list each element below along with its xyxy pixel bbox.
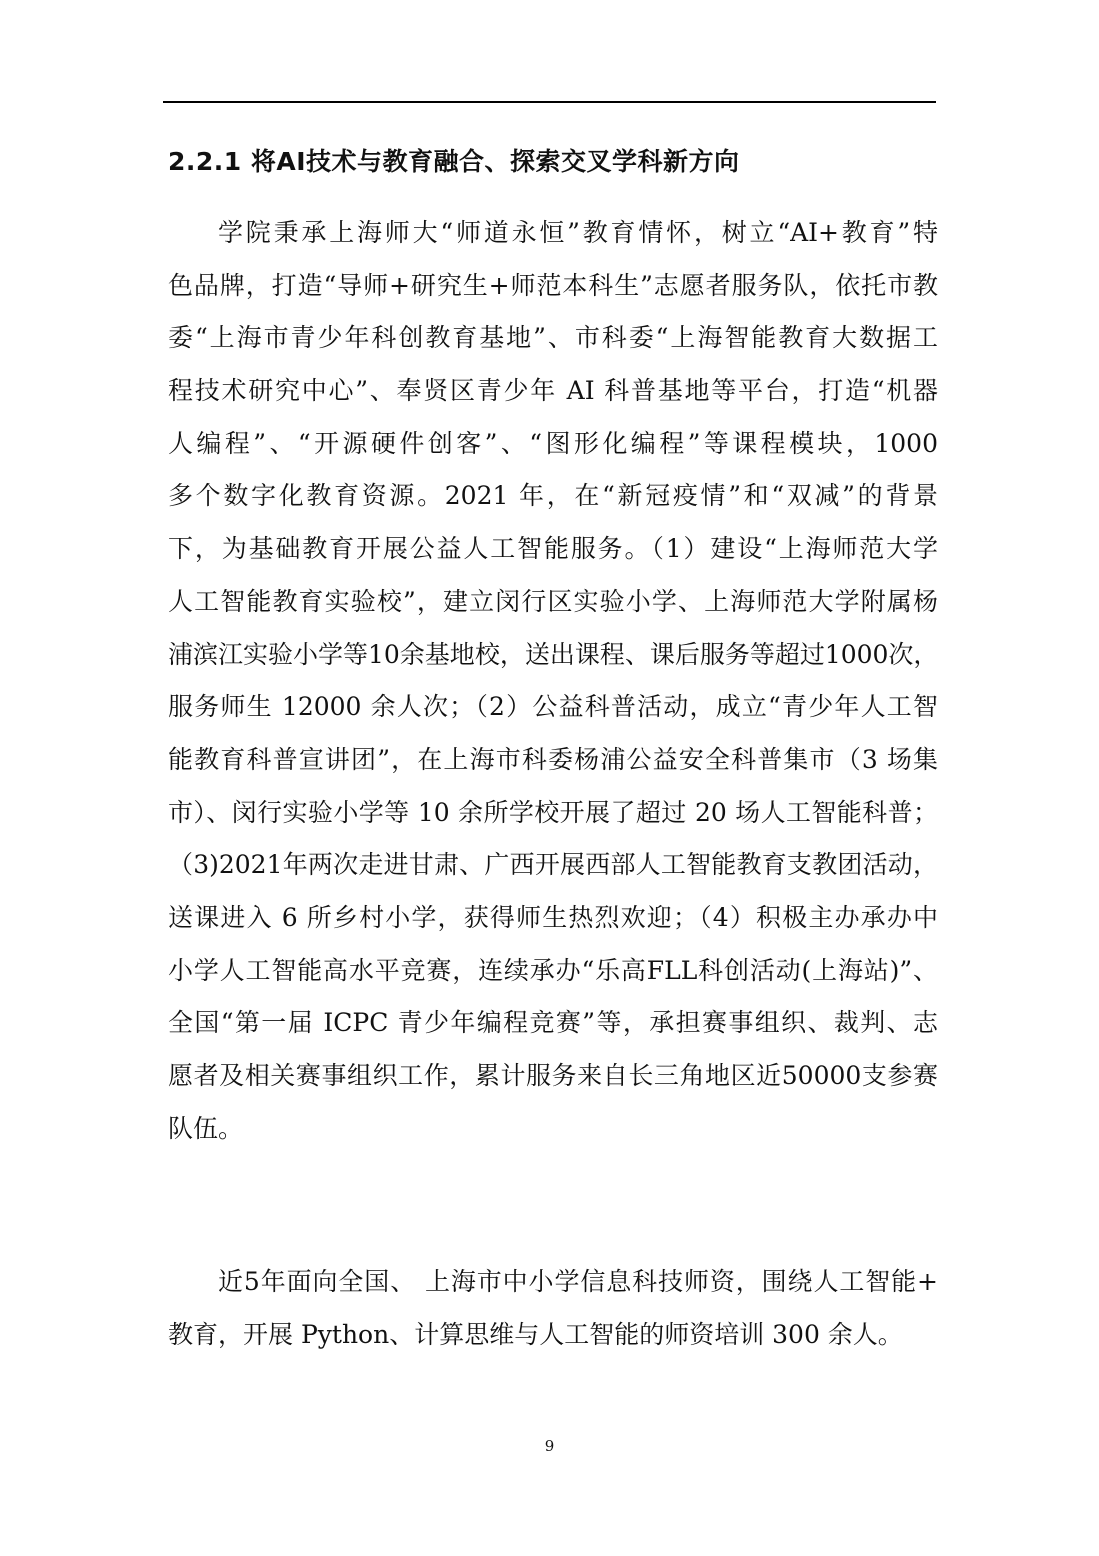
paragraph-2 <box>168 1256 938 1361</box>
paragraph-line: 人编程”、“开源硬件创客”、“图形化编程”等课程模块，1000 <box>168 428 938 458</box>
paragraph-line: 下，为基础教育开展公益人工智能服务。（1）建设“上海师范大学 <box>168 534 938 564</box>
paragraph-line: 小学人工智能高水平竞赛，连续承办“乐高FLL科创活动(上海站)”、 <box>168 955 938 985</box>
paragraph-line: 市）、闵行实验小学等 10 余所学校开展了超过 20 场人工智能科普； <box>168 797 938 827</box>
paragraph-line: （3)2021年两次走进甘肃、广西开展西部人工智能教育支教团活动， <box>168 850 938 880</box>
paragraph-line: 服务师生 12000 余人次；（2）公益科普活动，成立“青少年人工智 <box>168 692 938 722</box>
paragraph-line: 送课进入 6 所乡村小学，获得师生热烈欢迎；（4）积极主办承办中 <box>168 902 938 932</box>
paragraph-line: 愿者及相关赛事组织工作，累计服务来自长三角地区近50000支参赛 <box>168 1061 938 1090</box>
paragraph-line: 队伍。 <box>168 1113 244 1143</box>
paragraph-line: 教育，开展 Python、计算思维与人工智能的师资培训 300 余人。 <box>168 1319 903 1349</box>
section-heading: 2.2.1 将AI技术与教育融合、探索交叉学科新方向 <box>168 147 740 176</box>
paragraph-line: 学院秉承上海师大“师道永恒”教育情怀，树立“AI+教育”特 <box>218 218 938 247</box>
paragraph-line: 全国“第一届 ICPC 青少年编程竞赛”等，承担赛事组织、裁判、志 <box>168 1008 938 1038</box>
paragraph-line: 近5年面向全国、 上海市中小学信息科技师资，围绕人工智能+ <box>218 1267 938 1296</box>
paragraph-line: 色品牌，打造“导师+研究生+师范本科生”志愿者服务队，依托市教 <box>168 270 938 300</box>
paragraph-1 <box>168 207 938 1155</box>
paragraph-line: 委“上海市青少年科创教育基地”、市科委“上海智能教育大数据工 <box>168 323 938 353</box>
paragraph-line: 程技术研究中心”、奉贤区青少年 AI 科普基地等平台，打造“机器 <box>168 376 938 406</box>
paragraph-line: 能教育科普宣讲团”，在上海市科委杨浦公益安全科普集市（3 场集 <box>168 744 938 774</box>
paragraph-line: 浦滨江实验小学等10余基地校，送出课程、课后服务等超过1000次， <box>168 639 939 669</box>
header-rule <box>163 101 936 103</box>
page-number: 9 <box>544 1437 555 1455</box>
paragraph-line: 人工智能教育实验校”，建立闵行区实验小学、上海师范大学附属杨 <box>168 586 938 616</box>
paragraph-line: 多个数字化教育资源。2021 年，在“新冠疫情”和“双减”的背景 <box>168 481 938 511</box>
